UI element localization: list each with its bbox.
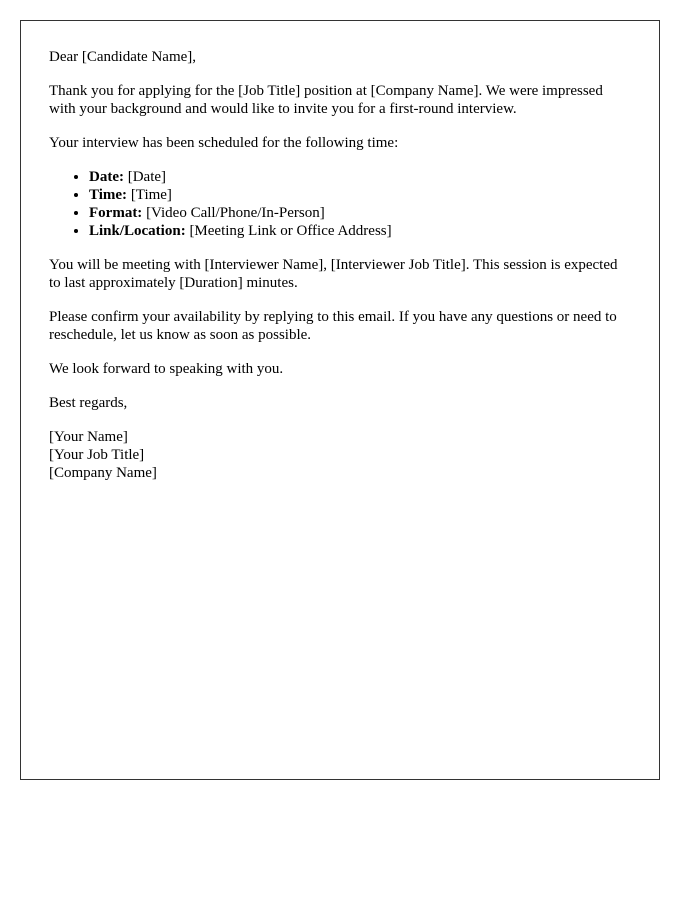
sign-off: Best regards, <box>49 395 128 411</box>
letter-frame <box>20 20 660 780</box>
detail-format <box>89 204 631 222</box>
detail-label: Date: <box>89 169 124 185</box>
detail-value: [Meeting Link or Office Address] <box>185 223 392 239</box>
detail-label: Link/Location: <box>89 223 186 239</box>
intro-paragraph: Thank you for applying for the [Job Title] position at [Company Name]. We were impressed with your background and would like to invite you for a first-round interview. <box>49 83 603 117</box>
greeting: Dear [Candidate Name], <box>49 49 197 65</box>
detail-time <box>89 186 631 204</box>
signature-block <box>49 428 631 482</box>
signature-name: [Your Name] <box>49 429 128 445</box>
interview-details-list <box>49 168 631 240</box>
detail-value: [Date] <box>123 169 167 185</box>
closing-line: We look forward to speaking with you. <box>49 361 284 377</box>
signature-job-title: [Your Job Title] <box>49 447 145 463</box>
detail-label: Format: <box>89 205 143 221</box>
confirmation-paragraph: Please confirm your availability by replying to this email. If you have any questions or need to reschedule, let us know as soon as possible. <box>49 309 617 343</box>
schedule-paragraph: Your interview has been scheduled for the following time: <box>49 135 399 151</box>
detail-value: [Video Call/Phone/In-Person] <box>142 205 325 221</box>
signature-company: [Company Name] <box>49 465 157 481</box>
detail-location <box>89 222 631 240</box>
interviewer-paragraph: You will be meeting with [Interviewer Name], [Interviewer Job Title]. This session is expected to last approximately [Duration] minutes. <box>49 257 618 291</box>
detail-value: [Time] <box>127 187 172 203</box>
detail-date <box>89 168 631 186</box>
detail-label: Time: <box>89 187 128 203</box>
